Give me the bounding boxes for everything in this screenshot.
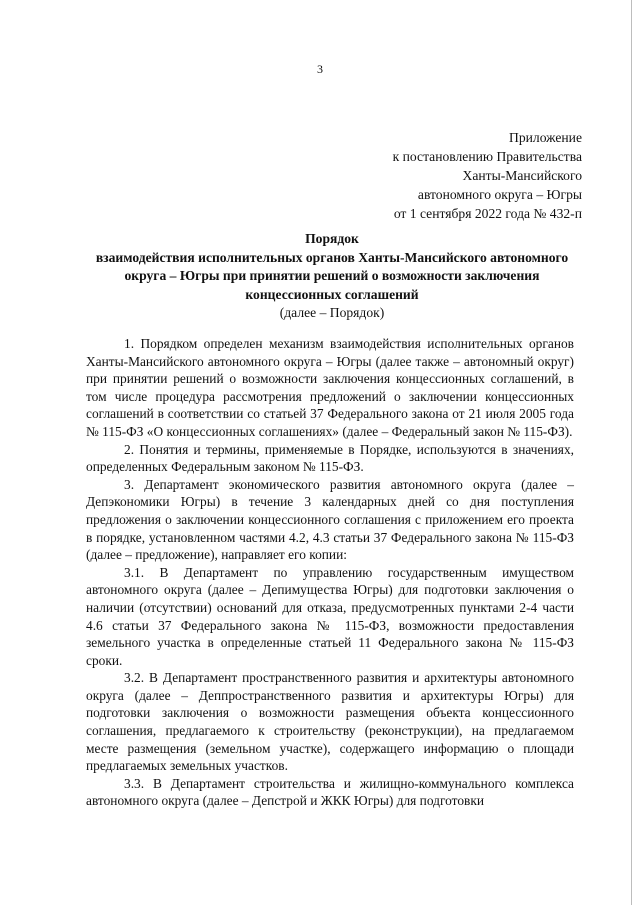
appendix-line: к постановлению Правительства	[392, 149, 582, 164]
paragraph-3-2: 3.2. В Департамент пространственного развития и архитектуры автономного округа (далее – Деппространственного развития и архитектуры Югры) для подготовки заключения о возможности размещения объекта концессионного соглашения, предлагаемого к строительству (реконструкции), на предлагаемом месте размещения (земельном участке), содержащего информацию о площади предлагаемых земельных участков.	[86, 670, 574, 774]
appendix-line: от 1 сентября 2022 года № 432-п	[393, 206, 582, 221]
document-title-block	[80, 230, 584, 323]
appendix-line: Ханты-Мансийского	[462, 168, 582, 183]
paragraph-2: 2. Понятия и термины, применяемые в Порядке, используются в значениях, определенных Федеральным законом № 115-ФЗ.	[86, 441, 574, 475]
appendix-line: автономного округа – Югры	[417, 187, 582, 202]
document-body	[86, 335, 574, 810]
appendix-line: Приложение	[509, 130, 582, 145]
appendix-header	[393, 128, 582, 223]
scan-edge-line	[631, 0, 632, 905]
document-heading: Порядок	[305, 231, 359, 246]
document-subtitle: взаимодействия исполнительных органов Ханты-Мансийского автономного округа – Югры при принятии решений о возможности заключения концессионных соглашений	[95, 249, 569, 302]
paragraph-3-1: 3.1. В Департамент по управлению государственным имуществом автономного округа (далее – Депимущества Югры) для подготовки заключения о наличии (отсутствии) оснований для отказа, предусмотренных пунктами 2-4 части 4.6 статьи 37 Федерального закона № 115-ФЗ, возможности предоставления земельного участка в определенные статьей 11 Федерального закона № 115-ФЗ сроки.	[86, 564, 574, 668]
document-title-note: (далее – Порядок)	[279, 305, 385, 320]
paragraph-3: 3. Департамент экономического развития автономного округа (далее – Депэкономики Югры) в течение 3 календарных дней со дня поступления предложения о заключении концессионного соглашения с приложением его проекта в порядке, установленном частями 4.2, 4.3 статьи 37 Федерального закона № 115-ФЗ (далее – предложение), направляет его копии:	[86, 476, 574, 563]
paragraph-1: 1. Порядком определен механизм взаимодействия исполнительных органов Ханты-Мансийского автономного округа – Югры (далее также – автономный округ) при принятии решений о возможности заключения концессионных соглашений, в том числе процедура рассмотрения предложений о заключении концессионных соглашений в соответствии со статьей 37 Федерального закона от 21 июля 2005 года № 115-ФЗ «О концессионных соглашениях» (далее – Федеральный закон № 115-ФЗ).	[86, 336, 574, 439]
paragraph-3-3: 3.3. В Департамент строительства и жилищно-коммунального комплекса автономного округа (далее – Депстрой и ЖКК Югры) для подготовки	[86, 775, 574, 809]
page-number: 3	[317, 62, 323, 76]
